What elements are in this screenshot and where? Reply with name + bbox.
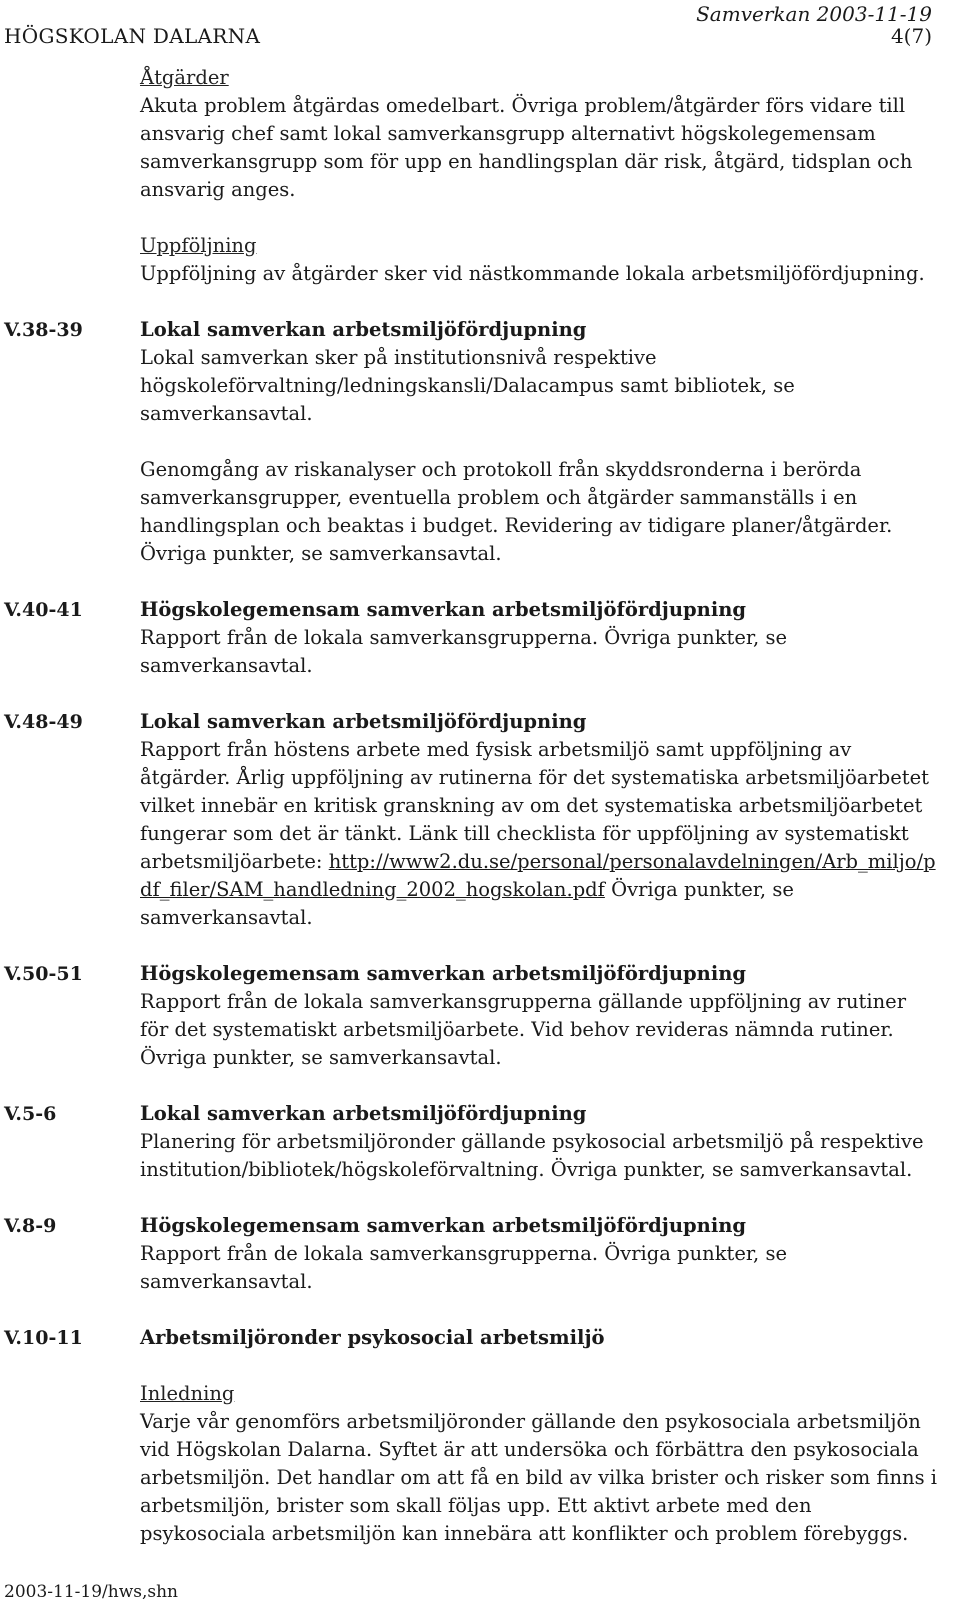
section-v10 [0,1324,940,1548]
paragraph: Planering för arbetsmiljöronder gällande psykosocial arbetsmiljö på respektive institution/bibliotek/högskoleförvaltning. Övriga punkter, se samverkansavtal. [140,1130,924,1181]
paragraph: Varje vår genomförs arbetsmiljöronder gällande den psykosociala arbetsmiljön vid Högskolan Dalarna. Syftet är att undersöka och förbättra den psykosociala arbetsmiljön. Det handlar om att få en bild av vilka brister och risker som finns i arbetsmiljön, brister som skall följas upp. Ett aktivt arbete med den psykosociala arbetsmiljön kan innebära att konflikter och problem förebyggs. [140,1410,938,1545]
week-label: V.5-6 [4,1103,57,1125]
subheading-inledning: Inledning [140,1382,235,1405]
week-label: V.8-9 [4,1215,57,1237]
section-title: Lokal samverkan arbetsmiljöfördjupning [140,318,587,341]
paragraph-atgarder: Akuta problem åtgärdas omedelbart. Övriga problem/åtgärder förs vidare till ansvarig chef samt lokal samverkansgrupp alternativt högskolegemensam samverkansgrupp som för upp en handlingsplan där risk, åtgärd, tidsplan och ansvarig anges. [140,94,913,201]
section-v38 [0,316,940,568]
section-uppfoljning [0,232,940,288]
paragraph: Rapport från de lokala samverkansgrupperna. Övriga punkter, se samverkansavtal. [140,1242,788,1293]
institution-name: HÖGSKOLAN DALARNA [4,24,261,48]
page-number: 4(7) [890,24,932,48]
section-title: Högskolegemensam samverkan arbetsmiljöfördjupning [140,962,747,985]
section-title: Lokal samverkan arbetsmiljöfördjupning [140,1102,587,1125]
subheading-atgarder: Åtgärder [140,66,229,89]
paragraph: Genomgång av riskanalyser och protokoll från skyddsronderna i berörda samverkansgrupper, eventuella problem och åtgärder sammanställs i en handlingsplan och beaktas i budget. Revidering av tidigare planer/åtgärder. Övriga punkter, se samverkansavtal. [140,458,893,565]
section-v50 [0,960,940,1072]
checklist-link[interactable]: http://www2.du.se/personal/personalavdelningen/Arb_miljo/pdf_filer/SAM_handledning_2002_hogskolan.pdf [140,850,936,901]
subheading-uppfoljning: Uppföljning [140,234,257,257]
paragraph [140,736,940,932]
week-label: V.10-11 [4,1327,83,1349]
paragraph-uppfoljning: Uppföljning av åtgärder sker vid nästkommande lokala arbetsmiljöfördjupning. [140,262,925,285]
week-label: V.38-39 [4,319,83,341]
week-label: V.50-51 [4,963,83,985]
section-v48 [0,708,940,932]
section-title: Högskolegemensam samverkan arbetsmiljöfördjupning [140,1214,747,1237]
section-v8 [0,1212,940,1296]
paragraph: Rapport från de lokala samverkansgrupperna gällande uppföljning av rutiner för det systematiskt arbetsmiljöarbete. Vid behov revideras nämnda rutiner. Övriga punkter, se samverkansavtal. [140,990,907,1069]
paragraph-tail: Övriga punkter, se samverkansavtal. [140,878,794,929]
section-v5 [0,1100,940,1184]
week-label: V.48-49 [4,711,83,733]
document-date: Samverkan 2003-11-19 [696,2,932,26]
section-v40 [0,596,940,680]
paragraph: Rapport från de lokala samverkansgrupperna. Övriga punkter, se samverkansavtal. [140,626,788,677]
footer-signature: 2003-11-19/hws,shn [4,1582,178,1602]
paragraph: Lokal samverkan sker på institutionsnivå respektive högskoleförvaltning/ledningskansli/Dalacampus samt bibliotek, se samverkansavtal. [140,346,795,425]
section-atgarder [0,64,940,204]
section-title: Lokal samverkan arbetsmiljöfördjupning [140,710,587,733]
section-title: Arbetsmiljöronder psykosocial arbetsmiljö [140,1326,605,1349]
document-body [0,64,960,1548]
week-label: V.40-41 [4,599,83,621]
section-title: Högskolegemensam samverkan arbetsmiljöfördjupning [140,598,747,621]
paragraph-text: Rapport från höstens arbete med fysisk arbetsmiljö samt uppföljning av åtgärder. Årlig uppföljning av rutinerna för det systematiska arbetsmiljöarbetet vilket innebär en kritisk granskning av om det systematiska arbetsmiljöarbetet fungerar som det är tänkt. Länk till checklista för uppföljning av systematiskt arbetsmiljöarbete: [140,738,929,873]
